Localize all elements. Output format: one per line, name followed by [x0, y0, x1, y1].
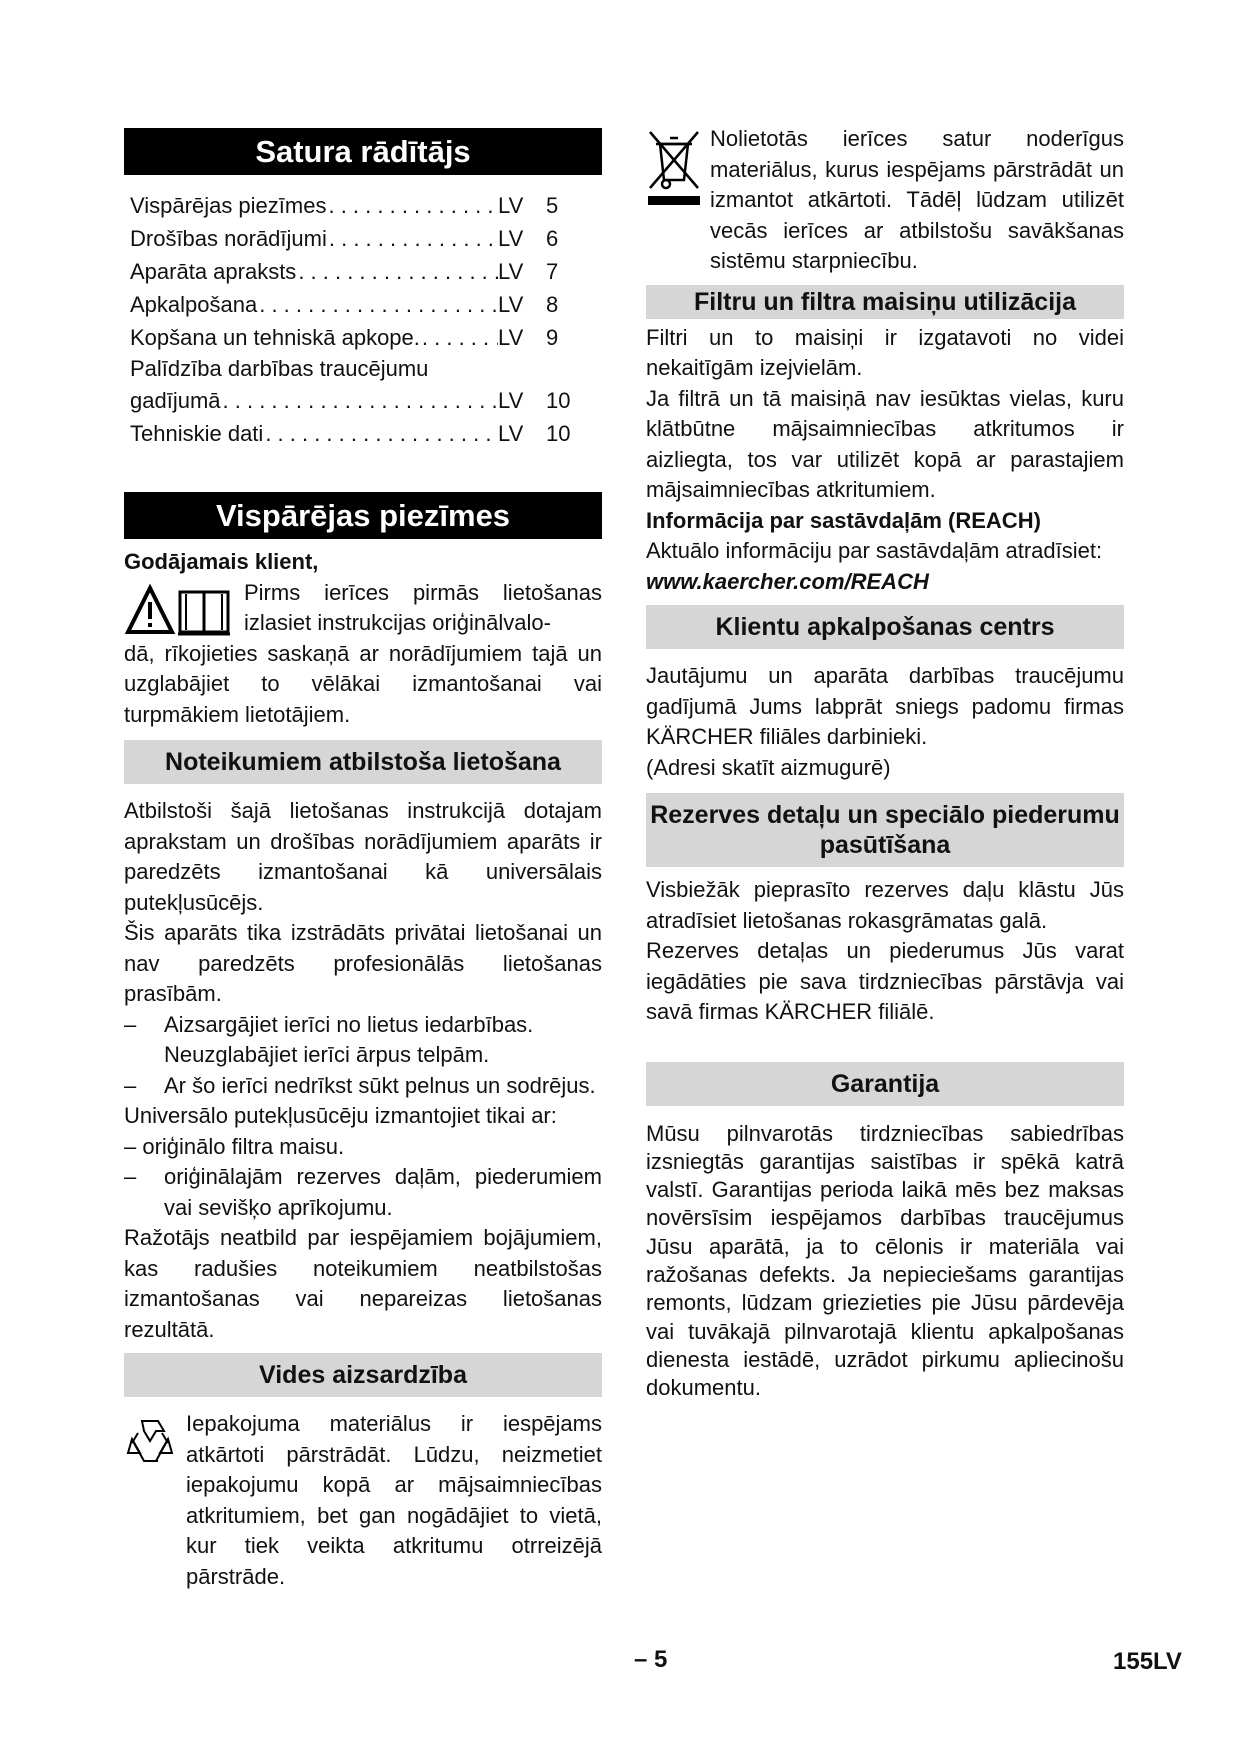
intended-use-p4: – oriģinālo filtra maisu. [124, 1133, 345, 1159]
greeting: Godājamais klient, [124, 549, 319, 574]
toc-entry-line1[interactable]: Palīdzība darbības traucējumu [130, 356, 429, 381]
filters-heading: Filtru un filtra maisiņu utilizācija [646, 285, 1124, 319]
toc-entry[interactable]: Aparāta apraksts . . . LV 7 [130, 255, 600, 288]
general-heading: Vispārējas piezīmes [124, 492, 602, 539]
list-item: – Ar šo ierīci nedrīkst sūkt pelnus un sodrējus. [124, 1072, 596, 1098]
packaging-text: Iepakojuma materiālus ir iespējams atkārtoti pārstrādāt. Lūdzu, neizmetiet iepakojumu kopā ar mājsaimniecības atkritumiem, bet gan nogādājiet to vietā, kur tiek veikta atkritumu otrreizējā pārstrāde. [186, 1411, 602, 1589]
parts-p1: Visbiežāk pieprasīto rezerves daļu klāstu Jūs atradīsiet lietošanas rokasgrāmatas galā. [646, 877, 1124, 933]
page-number: – 5 [634, 1646, 668, 1673]
filters-p1: Filtri un to maisiņi ir izgatavoti no videi nekaitīgām izejvielām. [646, 324, 1124, 380]
warranty-text: Mūsu pilnvarotās tirdzniecības sabiedrības izsniegtās garantijas saistības ir spēkā katrā valstī. Garantijas perioda laikā mēs bez maksas novērsīsim iespējamos darbības traucējumus Jūsu aparātā, ja to cēlonis ir materiāla vai ražošanas defekts. Ja nepieciešams garantijas remonts, lūdzam griezieties pie Jūsu pārdevēja vai tuvākajā pilnvarotajā klientu apkalpošanas dienesta iestādē, uzrādot pirkumu apliecinošu dokumentu. [646, 1120, 1124, 1401]
warning-manual-icon [124, 582, 234, 638]
intended-use-p1: Atbilstoši šajā lietošanas instrukcijā dotajam aprakstam un drošības norādījumiem aparāts ir paredzēts izmantošanai kā universālais putekļusūcējs. [124, 798, 602, 915]
intended-use-p3: Universālo putekļusūcēju izmantojiet tikai ar: [124, 1103, 557, 1128]
intended-use-p2: Šis aparāts tika izstrādāts privātai lietošanai un nav paredzēts profesionālās lietošanas prasībām. [124, 920, 602, 1006]
old-devices-text: Nolietotās ierīces satur noderīgus materiālus, kurus iespējams pārstrādāt un izmantot atkārtoti. Tādēļ lūdzam utilizēt vecās ierīces ar atbilstošu savākšanas sistēmu starpniecību. [710, 126, 1124, 273]
right-column [646, 124, 1124, 1402]
intended-use-p5: Ražotājs neatbild par iespējamiem bojājumiem, kas radušies noteikumiem neatbilstošas izmantošanas vai nepareizas lietošanas rezultātā. [124, 1225, 602, 1342]
reach-text: Aktuālo informāciju par sastāvdaļām atradīsiet: [646, 538, 1103, 563]
warranty-heading: Garantija [646, 1062, 1124, 1106]
toc-entry[interactable]: gadījumā . . . LV 10 [130, 384, 600, 417]
packaging-note [124, 1409, 602, 1592]
list-item: – oriģinālajām rezerves daļām, piederumiem vai sevišķo aprīkojumu. [124, 1164, 602, 1220]
parts-heading: Rezerves detaļu un speciālo piederumu pasūtīšana [646, 793, 1124, 867]
intro-rest: dā, rīkojieties saskaņā ar norādījumiem tajā un uzglabājiet to vēlākai izmantošanai vai turpmākiem lietotājiem. [124, 640, 602, 727]
service-heading: Klientu apkalpošanas centrs [646, 605, 1124, 649]
crossed-bin-icon [646, 128, 702, 208]
intro-first: Pirms ierīces pirmās lietošanas izlasiet instrukcijas oriģinālvalo- [244, 579, 602, 635]
service-p2: (Adresi skatīt aizmugurē) [646, 754, 891, 780]
list-item: – Aizsargājiet ierīci no lietus iedarbības. Neuzglabājiet ierīci ārpus telpām. [124, 1011, 534, 1067]
left-column [124, 128, 602, 1592]
toc-entry[interactable]: Vispārējas piezīmes . . . LV 5 [130, 189, 600, 222]
toc-entry[interactable]: Drošības norādījumi . . . LV 6 [130, 222, 600, 255]
page-code: 155LV [1113, 1648, 1182, 1675]
service-p1: Jautājumu un aparāta darbības traucējumu gadījumā Jums labprāt sniegs padomu firmas KÄRCHER filiāles darbinieki. [646, 663, 1124, 749]
toc-entry[interactable]: Kopšana un tehniskā apkope. . . . LV 9 [130, 321, 600, 354]
toc-entry[interactable]: Apkalpošana . . . LV 8 [130, 288, 600, 321]
table-of-contents [130, 189, 600, 450]
environment-heading: Vides aizsardzība [124, 1353, 602, 1397]
recycle-icon [124, 1415, 176, 1467]
filters-p2: Ja filtrā un tā maisiņā nav iesūktas vielas, kuru klātbūtne mājsaimniecības atkritumos ir aizliegta, tos var utilizēt kopā ar parastajiem mājsaimniecības atkritumiem. [646, 385, 1124, 502]
reach-title: Informācija par sastāvdaļām (REACH) [646, 507, 1041, 533]
toc-entry[interactable]: Tehniskie dati . . . LV 10 [130, 417, 600, 450]
toc-heading: Satura rādītājs [124, 128, 602, 175]
intro-with-icons [124, 578, 602, 731]
reach-link[interactable]: www.kaercher.com/REACH [646, 568, 929, 594]
parts-p2: Rezerves detaļas un piederumus Jūs varat iegādāties pie sava tirdzniecības pārstāvja vai savā firmas KÄRCHER filiālē. [646, 938, 1124, 1024]
intended-use-heading: Noteikumiem atbilstoša lietošana [124, 740, 602, 784]
old-devices-note [646, 124, 1124, 277]
